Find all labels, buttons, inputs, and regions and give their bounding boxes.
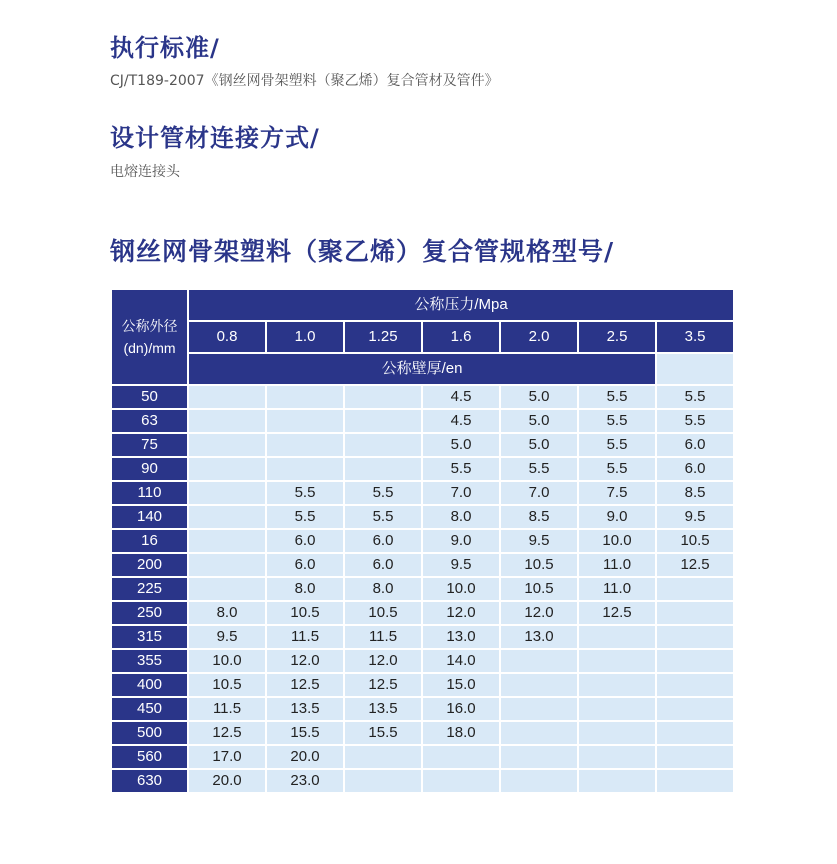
- pressure-cell: 1.0: [266, 321, 344, 353]
- dn-cell: 630: [111, 769, 188, 793]
- thickness-cell: [656, 745, 734, 769]
- dn-cell: 560: [111, 745, 188, 769]
- thickness-cell: [344, 745, 422, 769]
- thickness-cell: [656, 769, 734, 793]
- thickness-cell: 17.0: [188, 745, 266, 769]
- thickness-cell: [344, 409, 422, 433]
- pressure-cell: 2.0: [500, 321, 578, 353]
- thickness-cell: [344, 769, 422, 793]
- thickness-cell: 23.0: [266, 769, 344, 793]
- thickness-cell: 7.0: [500, 481, 578, 505]
- dn-cell: 90: [111, 457, 188, 481]
- thickness-cell: 9.0: [578, 505, 656, 529]
- table-row: [111, 721, 734, 745]
- pressure-row: [111, 321, 734, 353]
- thickness-cell: [344, 457, 422, 481]
- thickness-cell: 5.5: [578, 433, 656, 457]
- spec-table: [110, 288, 735, 794]
- thickness-cell: [656, 649, 734, 673]
- pressure-cell: 3.5: [656, 321, 734, 353]
- table-row: [111, 577, 734, 601]
- thickness-cell: 5.5: [344, 481, 422, 505]
- thickness-cell: [266, 457, 344, 481]
- table-row: [111, 601, 734, 625]
- thickness-cell: 6.0: [656, 433, 734, 457]
- thickness-cell: 7.5: [578, 481, 656, 505]
- thickness-cell: 11.5: [266, 625, 344, 649]
- thickness-cell: 6.0: [344, 529, 422, 553]
- thickness-cell: [188, 457, 266, 481]
- thickness-cell: 16.0: [422, 697, 500, 721]
- thickness-cell: 6.0: [266, 529, 344, 553]
- thickness-cell: 5.0: [500, 409, 578, 433]
- thickness-cell: 12.0: [266, 649, 344, 673]
- thickness-cell: 8.0: [422, 505, 500, 529]
- dn-cell: 16: [111, 529, 188, 553]
- thickness-cell: 12.0: [500, 601, 578, 625]
- thickness-cell: [578, 721, 656, 745]
- thickness-cell: 5.5: [422, 457, 500, 481]
- table-row: [111, 409, 734, 433]
- dn-header-line2: (dn)/mm: [123, 340, 176, 356]
- dn-cell: 250: [111, 601, 188, 625]
- table-row: [111, 673, 734, 697]
- thickness-cell: [578, 769, 656, 793]
- table-row: [111, 457, 734, 481]
- thickness-cell: [188, 529, 266, 553]
- thickness-cell: 12.5: [266, 673, 344, 697]
- thickness-cell: 11.5: [344, 625, 422, 649]
- thickness-cell: 10.5: [500, 553, 578, 577]
- table-row: [111, 385, 734, 409]
- thickness-cell: 13.5: [344, 697, 422, 721]
- thickness-cell: 20.0: [188, 769, 266, 793]
- spec-title: 钢丝网骨架塑料（聚乙烯）复合管规格型号/: [110, 237, 615, 266]
- thickness-cell: [500, 673, 578, 697]
- table-row: [111, 697, 734, 721]
- thickness-cell: [188, 409, 266, 433]
- dn-cell: 500: [111, 721, 188, 745]
- thickness-cell: 15.5: [266, 721, 344, 745]
- thickness-cell: [578, 625, 656, 649]
- table-row: [111, 481, 734, 505]
- thickness-cell: 5.5: [578, 409, 656, 433]
- table-row: [111, 769, 734, 793]
- thickness-cell: 10.5: [656, 529, 734, 553]
- thickness-cell: [656, 577, 734, 601]
- thickness-cell: 9.5: [188, 625, 266, 649]
- thickness-cell: 5.5: [344, 505, 422, 529]
- thickness-cell: 20.0: [266, 745, 344, 769]
- dn-cell: 200: [111, 553, 188, 577]
- table-row: [111, 625, 734, 649]
- dn-cell: 315: [111, 625, 188, 649]
- thickness-cell: 13.0: [500, 625, 578, 649]
- thickness-cell: [422, 769, 500, 793]
- thickness-cell: 5.0: [500, 433, 578, 457]
- table-row: [111, 433, 734, 457]
- thickness-cell: 9.0: [422, 529, 500, 553]
- thickness-cell: 12.5: [578, 601, 656, 625]
- thickness-cell: 5.0: [500, 385, 578, 409]
- dn-cell: 75: [111, 433, 188, 457]
- dn-cell: 450: [111, 697, 188, 721]
- thickness-cell: 8.5: [656, 481, 734, 505]
- thickness-cell: [656, 673, 734, 697]
- thickness-cell: [344, 433, 422, 457]
- thickness-cell: 9.5: [656, 505, 734, 529]
- thickness-cell: 6.0: [344, 553, 422, 577]
- thickness-cell: [578, 697, 656, 721]
- thickness-cell: 11.0: [578, 553, 656, 577]
- thickness-cell: 13.5: [266, 697, 344, 721]
- thickness-cell: [500, 649, 578, 673]
- thickness-cell: [266, 433, 344, 457]
- pressure-cell: 1.25: [344, 321, 422, 353]
- thickness-cell: 8.5: [500, 505, 578, 529]
- thickness-header-blank: [656, 353, 734, 385]
- thickness-cell: [656, 721, 734, 745]
- pressure-cell: 1.6: [422, 321, 500, 353]
- thickness-cell: 10.0: [422, 577, 500, 601]
- thickness-cell: [500, 769, 578, 793]
- table-row: [111, 745, 734, 769]
- dn-cell: 225: [111, 577, 188, 601]
- thickness-cell: 11.5: [188, 697, 266, 721]
- thickness-header: 公称壁厚/en: [188, 353, 656, 385]
- thickness-cell: [500, 745, 578, 769]
- thickness-cell: 5.5: [500, 457, 578, 481]
- thickness-cell: 13.0: [422, 625, 500, 649]
- thickness-cell: 8.0: [188, 601, 266, 625]
- thickness-cell: 5.5: [266, 505, 344, 529]
- thickness-cell: 18.0: [422, 721, 500, 745]
- thickness-cell: [656, 601, 734, 625]
- thickness-cell: [344, 385, 422, 409]
- pressure-cell: 2.5: [578, 321, 656, 353]
- dn-cell: 400: [111, 673, 188, 697]
- thickness-cell: [188, 433, 266, 457]
- standard-text: CJ/T189-2007《钢丝网骨架塑料（聚乙烯）复合管材及管件》: [110, 73, 499, 89]
- thickness-cell: [500, 721, 578, 745]
- thickness-cell: 12.5: [188, 721, 266, 745]
- thickness-cell: 8.0: [344, 577, 422, 601]
- connection-text: 电熔连接头: [110, 164, 180, 180]
- dn-header-line1: 公称外径: [121, 318, 178, 334]
- thickness-cell: 14.0: [422, 649, 500, 673]
- thickness-cell: [578, 673, 656, 697]
- thickness-cell: 12.0: [422, 601, 500, 625]
- thickness-cell: [188, 481, 266, 505]
- thickness-cell: 15.5: [344, 721, 422, 745]
- thickness-cell: 10.5: [188, 673, 266, 697]
- thickness-cell: 10.5: [266, 601, 344, 625]
- thickness-cell: 15.0: [422, 673, 500, 697]
- thickness-cell: 10.5: [500, 577, 578, 601]
- thickness-cell: [188, 553, 266, 577]
- thickness-cell: 5.0: [422, 433, 500, 457]
- pressure-cell: 0.8: [188, 321, 266, 353]
- thickness-cell: [500, 697, 578, 721]
- dn-cell: 50: [111, 385, 188, 409]
- dn-cell: 140: [111, 505, 188, 529]
- thickness-cell: [578, 649, 656, 673]
- thickness-cell: 10.0: [578, 529, 656, 553]
- thickness-cell: 5.5: [656, 409, 734, 433]
- thickness-cell: 5.5: [266, 481, 344, 505]
- thickness-cell: 5.5: [578, 385, 656, 409]
- table-row: [111, 649, 734, 673]
- thickness-cell: 9.5: [500, 529, 578, 553]
- thickness-cell: 7.0: [422, 481, 500, 505]
- pressure-header: 公称压力/Mpa: [188, 289, 734, 321]
- thickness-cell: 11.0: [578, 577, 656, 601]
- connection-title: 设计管材连接方式/: [110, 124, 320, 152]
- thickness-cell: [188, 505, 266, 529]
- thickness-cell: [422, 745, 500, 769]
- dn-cell: 63: [111, 409, 188, 433]
- table-row: [111, 553, 734, 577]
- thickness-cell: [266, 385, 344, 409]
- thickness-cell: 4.5: [422, 385, 500, 409]
- dn-header: [111, 289, 188, 385]
- table-row: [111, 529, 734, 553]
- thickness-cell: 8.0: [266, 577, 344, 601]
- standard-title: 执行标准/: [110, 34, 220, 62]
- thickness-cell: 12.5: [344, 673, 422, 697]
- thickness-cell: 6.0: [656, 457, 734, 481]
- thickness-cell: 5.5: [578, 457, 656, 481]
- thickness-cell: 10.5: [344, 601, 422, 625]
- thickness-cell: [656, 625, 734, 649]
- thickness-cell: 6.0: [266, 553, 344, 577]
- thickness-cell: 5.5: [656, 385, 734, 409]
- table-row: [111, 505, 734, 529]
- thickness-cell: 12.5: [656, 553, 734, 577]
- thickness-cell: [188, 385, 266, 409]
- thickness-cell: 10.0: [188, 649, 266, 673]
- thickness-cell: 4.5: [422, 409, 500, 433]
- thickness-cell: [266, 409, 344, 433]
- thickness-cell: 9.5: [422, 553, 500, 577]
- dn-cell: 355: [111, 649, 188, 673]
- dn-cell: 110: [111, 481, 188, 505]
- thickness-cell: [188, 577, 266, 601]
- thickness-cell: [578, 745, 656, 769]
- thickness-cell: 12.0: [344, 649, 422, 673]
- thickness-cell: [656, 697, 734, 721]
